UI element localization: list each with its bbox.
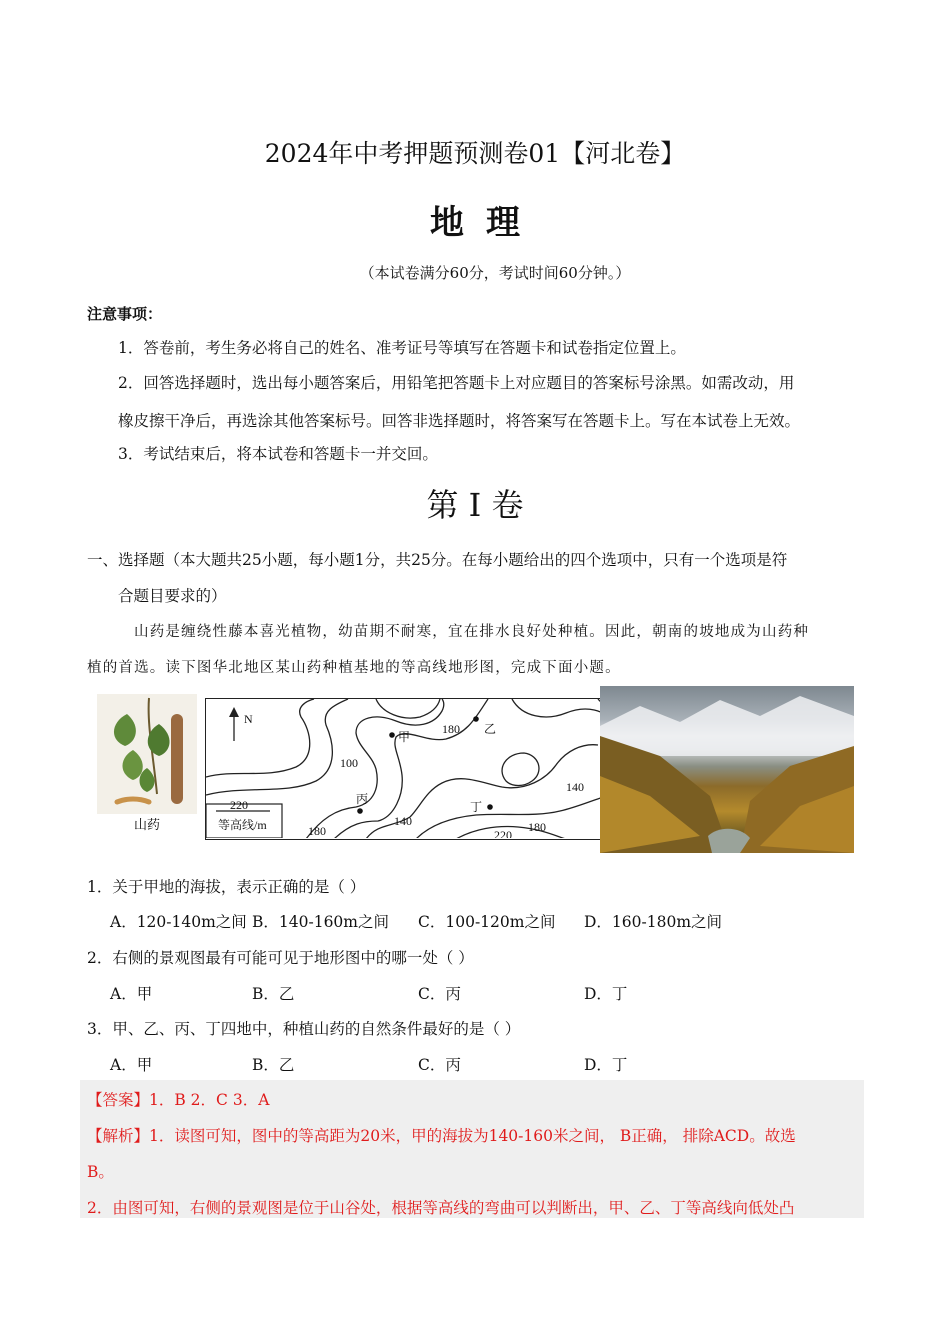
q2-option-b: B．乙 xyxy=(252,985,295,1003)
q2-option-d: D．丁 xyxy=(584,985,628,1003)
q2-option-a: A．甲 xyxy=(110,985,153,1003)
yam-plant-illustration xyxy=(97,694,197,814)
point-ding: 丁 xyxy=(470,800,483,814)
section-heading: 一、选择题（本大题共25小题，每小题1分，共25分。在每小题给出的四个选项中，只有一个选项是符 xyxy=(87,551,788,569)
question-3-stem: 3．甲、乙、丙、丁四地中，种植山药的自然条件最好的是（ ） xyxy=(87,1020,521,1038)
q1-option-b: B．140-160m之间 xyxy=(252,913,389,931)
q1-option-d: D．160-180m之间 xyxy=(584,913,723,931)
notice-item-2: 2．回答选择题时，选出每小题答案后，用铅笔把答题卡上对应题目的答案标号涂黑。如需改动，用 xyxy=(118,374,795,392)
notice-item-2-cont: 橡皮擦干净后，再选涂其他答案标号。回答非选择题时，将答案写在答题卡上。写在本试卷上无效。 xyxy=(118,412,801,430)
contour-label-140b: 140 xyxy=(566,780,584,794)
plant-label: 山药 xyxy=(133,818,160,833)
notice-item-1: 1．答卷前，考生务必将自己的姓名、准考证号等填写在答题卡和试卷指定位置上。 xyxy=(118,339,686,357)
legend-text: 等高线/m xyxy=(218,818,267,832)
q3-option-c: C．丙 xyxy=(418,1056,461,1074)
contour-label-220: 220 xyxy=(494,828,512,838)
subject-title: 地理 xyxy=(430,203,542,243)
point-yi: 乙 xyxy=(484,722,497,736)
q1-option-a: A．120-140m之间 xyxy=(110,913,247,931)
question-stem-cont: 植的首选。读下图华北地区某山药种植基地的等高线地形图，完成下面小题。 xyxy=(87,660,621,676)
analysis-1-cont: B。 xyxy=(87,1163,114,1181)
notice-heading: 注意事项： xyxy=(87,305,163,323)
section-heading-cont: 合题目要求的） xyxy=(118,587,227,605)
contour-label-180b: 180 xyxy=(528,820,546,834)
q1-option-c: C．100-120m之间 xyxy=(418,913,556,931)
notice-item-3: 3．考试结束后，将本试卷和答题卡一并交回。 xyxy=(118,445,438,463)
figure-row xyxy=(97,686,854,854)
legend-value: 220 xyxy=(230,798,248,812)
question-1-stem: 1．关于甲地的海拔，表示正确的是（ ） xyxy=(87,878,366,896)
question-2-stem: 2．右侧的景观图最有可能可见于地形图中的哪一处（ ） xyxy=(87,949,474,967)
answer-line: 【答案】1．B 2．C 3．A xyxy=(87,1091,270,1109)
north-label: N xyxy=(244,712,253,726)
volume-heading: 第 I 卷 xyxy=(426,486,524,524)
analysis-1: 【解析】1．读图可知，图中的等高距为20米，甲的海拔为140-160米之间， B正确， 排除ACD。故选 xyxy=(87,1127,796,1145)
q3-option-a: A．甲 xyxy=(110,1056,153,1074)
point-jia: 甲 xyxy=(398,730,411,744)
q2-option-c: C．丙 xyxy=(418,985,461,1003)
point-bing: 丙 xyxy=(356,792,369,806)
exam-title: 2024年中考押题预测卷01【河北卷】 xyxy=(264,139,686,168)
exam-info: （本试卷满分60分，考试时间60分钟。） xyxy=(359,264,631,282)
contour-label-180c: 180 xyxy=(308,824,326,838)
question-stem: 山药是缠绕性藤本喜光植物，幼苗期不耐寒，宜在排水良好处种植。因此，朝南的坡地成为山药种 xyxy=(134,624,810,640)
q3-option-b: B．乙 xyxy=(252,1056,295,1074)
q3-option-d: D．丁 xyxy=(584,1056,628,1074)
contour-label-180a: 180 xyxy=(442,722,460,736)
valley-landscape-photo xyxy=(600,686,854,853)
contour-label-100: 100 xyxy=(340,756,358,770)
analysis-2: 2．由图可知，右侧的景观图是位于山谷处，根据等高线的弯曲可以判断出，甲、乙、丁等高线向低处凸 xyxy=(87,1199,795,1217)
contour-label-140a: 140 xyxy=(394,814,412,828)
